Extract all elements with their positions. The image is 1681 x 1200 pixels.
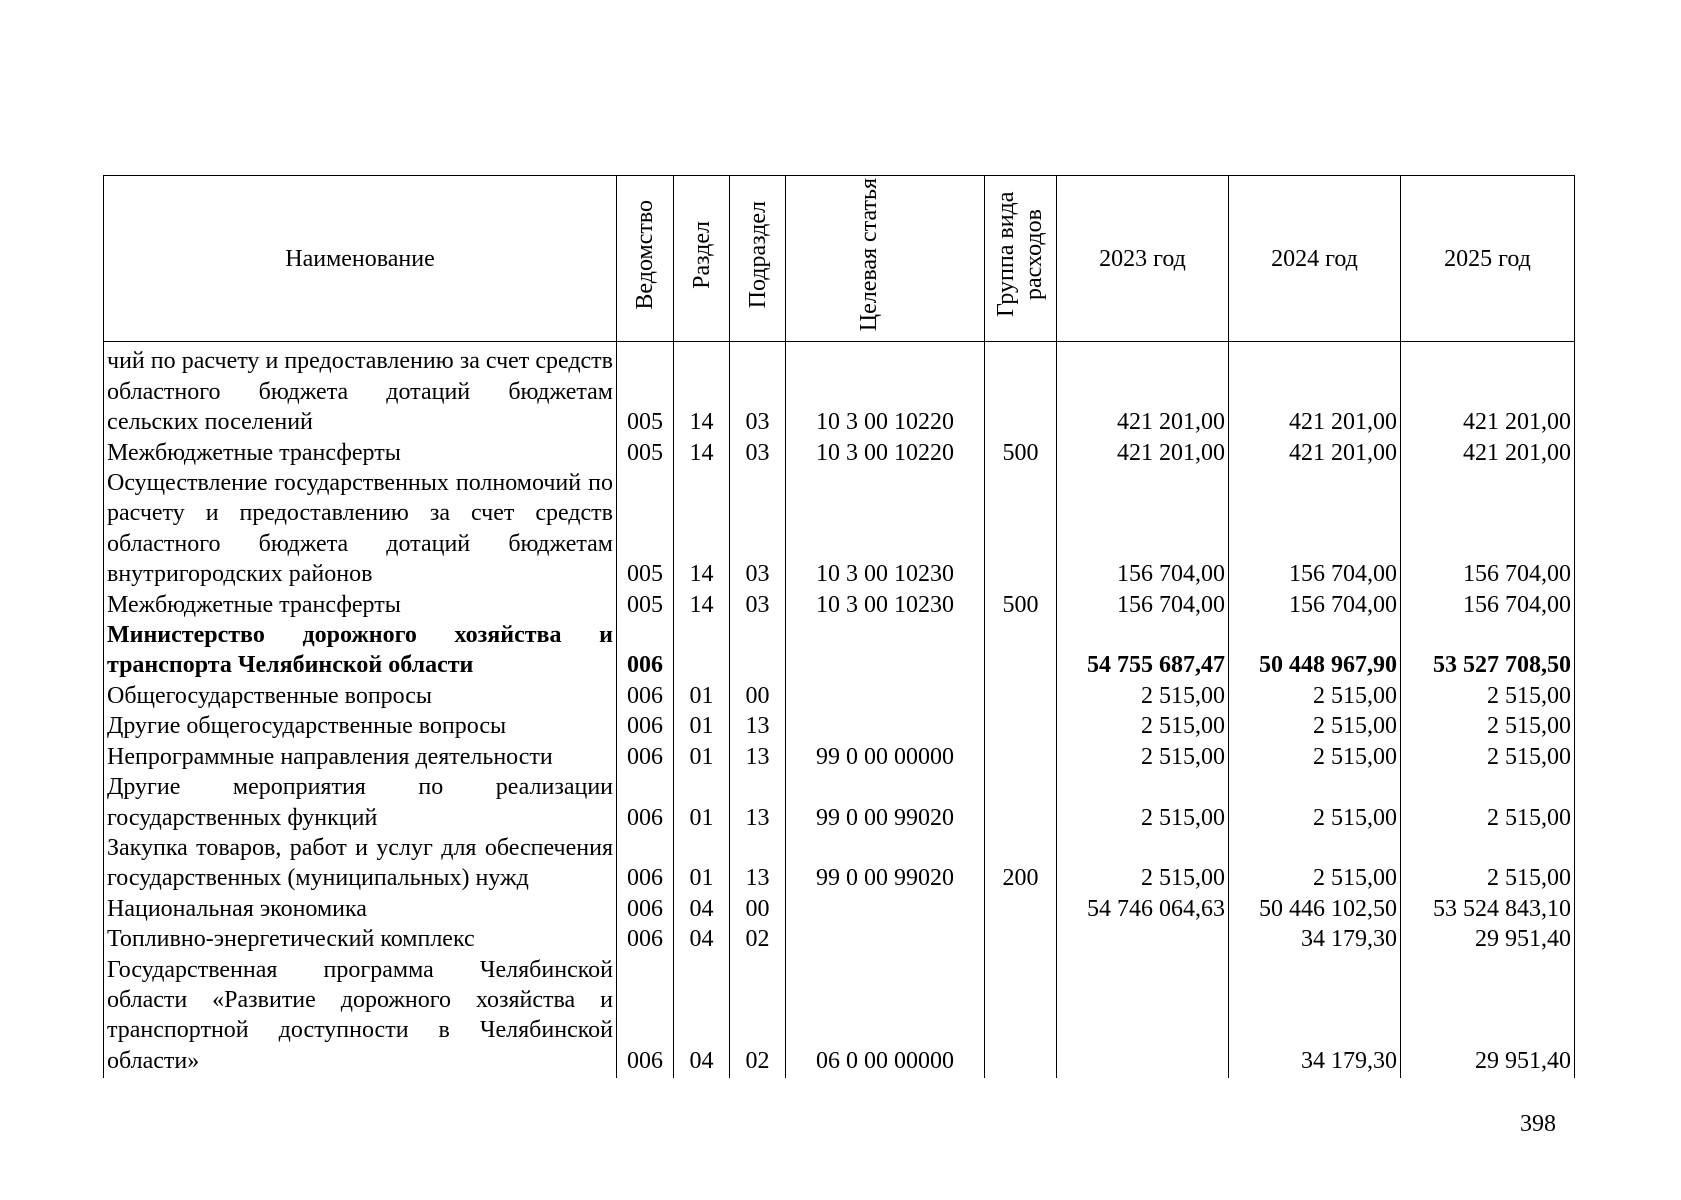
cell-razdel: 14: [674, 438, 730, 468]
cell-celevaya-statya: [786, 924, 985, 954]
cell-celevaya-statya: 10 3 00 10230: [786, 590, 985, 620]
cell-podrazdel: 03: [730, 342, 786, 438]
cell-2025: 2 515,00: [1401, 833, 1575, 894]
table-row: [104, 590, 1575, 620]
cell-2024: 2 515,00: [1229, 681, 1401, 711]
cell-2025: 2 515,00: [1401, 711, 1575, 741]
cell-gruppa: [985, 924, 1057, 954]
header-name: Наименование: [104, 176, 617, 342]
table-row: [104, 438, 1575, 468]
table-header-row: [104, 176, 1575, 342]
cell-vedomstvo: 005: [617, 590, 674, 620]
cell-podrazdel: 00: [730, 681, 786, 711]
cell-podrazdel: 03: [730, 468, 786, 590]
cell-2025: 2 515,00: [1401, 681, 1575, 711]
header-celevaya-statya: Целевая статья: [786, 176, 985, 342]
cell-celevaya-statya: 99 0 00 00000: [786, 742, 985, 772]
cell-podrazdel: [730, 620, 786, 681]
cell-2024: 156 704,00: [1229, 468, 1401, 590]
cell-razdel: 14: [674, 468, 730, 590]
cell-2024: 2 515,00: [1229, 742, 1401, 772]
cell-razdel: 04: [674, 924, 730, 954]
cell-podrazdel: 03: [730, 438, 786, 468]
cell-2023: 156 704,00: [1057, 468, 1229, 590]
budget-table: [103, 175, 1575, 1078]
cell-2023: 2 515,00: [1057, 711, 1229, 741]
cell-name: Государственная программа Челябинской области «Развитие дорожного хозяйства и транспортной доступности в Челябинской области»: [104, 955, 617, 1079]
cell-2023: 421 201,00: [1057, 438, 1229, 468]
cell-razdel: [674, 620, 730, 681]
cell-razdel: 01: [674, 833, 730, 894]
cell-name: Национальная экономика: [104, 894, 617, 924]
cell-razdel: 14: [674, 342, 730, 438]
cell-vedomstvo: 006: [617, 711, 674, 741]
cell-podrazdel: 13: [730, 742, 786, 772]
cell-name: Другие мероприятия по реализации государственных функций: [104, 772, 617, 833]
cell-name: Межбюджетные трансферты: [104, 590, 617, 620]
table-row: [104, 894, 1575, 924]
cell-2024: 50 448 967,90: [1229, 620, 1401, 681]
cell-gruppa: [985, 955, 1057, 1079]
table-row: [104, 833, 1575, 894]
cell-gruppa: 500: [985, 438, 1057, 468]
table-row: [104, 681, 1575, 711]
header-gruppa-vida-rashodov: Группа вида расходов: [985, 176, 1057, 342]
table-row: [104, 955, 1575, 1079]
cell-gruppa: [985, 681, 1057, 711]
table-row: [104, 711, 1575, 741]
cell-razdel: 14: [674, 590, 730, 620]
cell-celevaya-statya: 10 3 00 10220: [786, 438, 985, 468]
header-year-2024: 2024 год: [1229, 176, 1401, 342]
cell-2025: 156 704,00: [1401, 590, 1575, 620]
cell-razdel: 01: [674, 711, 730, 741]
cell-celevaya-statya: 99 0 00 99020: [786, 772, 985, 833]
cell-2023: 54 755 687,47: [1057, 620, 1229, 681]
cell-2024: 156 704,00: [1229, 590, 1401, 620]
cell-2023: 421 201,00: [1057, 342, 1229, 438]
cell-vedomstvo: 006: [617, 681, 674, 711]
cell-2024: 2 515,00: [1229, 772, 1401, 833]
cell-2023: 156 704,00: [1057, 590, 1229, 620]
cell-2023: 54 746 064,63: [1057, 894, 1229, 924]
cell-2025: 29 951,40: [1401, 955, 1575, 1079]
cell-name: Общегосударственные вопросы: [104, 681, 617, 711]
page-number: 398: [1520, 1111, 1556, 1137]
cell-vedomstvo: 006: [617, 955, 674, 1079]
cell-2025: 2 515,00: [1401, 772, 1575, 833]
cell-2024: 34 179,30: [1229, 955, 1401, 1079]
header-razdel: Раздел: [674, 176, 730, 342]
cell-celevaya-statya: [786, 711, 985, 741]
cell-podrazdel: 02: [730, 955, 786, 1079]
cell-podrazdel: 00: [730, 894, 786, 924]
cell-vedomstvo: 006: [617, 620, 674, 681]
budget-table-sheet: [103, 175, 1574, 1078]
cell-2024: 2 515,00: [1229, 833, 1401, 894]
cell-vedomstvo: 006: [617, 894, 674, 924]
cell-name: Другие общегосударственные вопросы: [104, 711, 617, 741]
cell-name: Непрограммные направления деятельности: [104, 742, 617, 772]
cell-2023: 2 515,00: [1057, 681, 1229, 711]
cell-2025: 421 201,00: [1401, 438, 1575, 468]
cell-2023: [1057, 924, 1229, 954]
cell-vedomstvo: 005: [617, 468, 674, 590]
cell-2025: 53 524 843,10: [1401, 894, 1575, 924]
cell-name: Министерство дорожного хозяйства и транспорта Челябинской области: [104, 620, 617, 681]
table-row: [104, 620, 1575, 681]
cell-celevaya-statya: [786, 620, 985, 681]
cell-celevaya-statya: [786, 894, 985, 924]
cell-name: Межбюджетные трансферты: [104, 438, 617, 468]
cell-gruppa: 500: [985, 590, 1057, 620]
cell-vedomstvo: 005: [617, 438, 674, 468]
header-vedomstvo: Ведомство: [617, 176, 674, 342]
cell-gruppa: [985, 742, 1057, 772]
cell-gruppa: 200: [985, 833, 1057, 894]
cell-celevaya-statya: [786, 681, 985, 711]
cell-razdel: 01: [674, 681, 730, 711]
cell-2025: 2 515,00: [1401, 742, 1575, 772]
table-row: [104, 924, 1575, 954]
cell-name: Топливно-энергетический комплекс: [104, 924, 617, 954]
cell-name: Осуществление государственных полномочий по расчету и предоставлению за счет средств областного бюджета дотаций бюджетам внутригородских районов: [104, 468, 617, 590]
cell-name: чий по расчету и предоставлению за счет средств областного бюджета дотаций бюджетам сельских поселений: [104, 342, 617, 438]
cell-razdel: 04: [674, 894, 730, 924]
cell-2024: 421 201,00: [1229, 438, 1401, 468]
cell-gruppa: [985, 894, 1057, 924]
cell-2025: 53 527 708,50: [1401, 620, 1575, 681]
header-year-2023: 2023 год: [1057, 176, 1229, 342]
cell-podrazdel: 13: [730, 711, 786, 741]
cell-2023: 2 515,00: [1057, 742, 1229, 772]
cell-podrazdel: 13: [730, 772, 786, 833]
cell-vedomstvo: 006: [617, 772, 674, 833]
cell-2024: 2 515,00: [1229, 711, 1401, 741]
cell-gruppa: [985, 772, 1057, 833]
table-row: [104, 342, 1575, 438]
cell-podrazdel: 02: [730, 924, 786, 954]
cell-celevaya-statya: 10 3 00 10230: [786, 468, 985, 590]
table-row: [104, 468, 1575, 590]
header-year-2025: 2025 год: [1401, 176, 1575, 342]
cell-vedomstvo: 006: [617, 742, 674, 772]
cell-vedomstvo: 005: [617, 342, 674, 438]
cell-2023: 2 515,00: [1057, 772, 1229, 833]
cell-razdel: 04: [674, 955, 730, 1079]
cell-name: Закупка товаров, работ и услуг для обеспечения государственных (муниципальных) нужд: [104, 833, 617, 894]
cell-gruppa: [985, 468, 1057, 590]
cell-razdel: 01: [674, 742, 730, 772]
cell-2023: 2 515,00: [1057, 833, 1229, 894]
cell-2025: 156 704,00: [1401, 468, 1575, 590]
cell-2024: 50 446 102,50: [1229, 894, 1401, 924]
cell-celevaya-statya: 06 0 00 00000: [786, 955, 985, 1079]
table-row: [104, 742, 1575, 772]
cell-2025: 421 201,00: [1401, 342, 1575, 438]
cell-podrazdel: 13: [730, 833, 786, 894]
cell-gruppa: [985, 620, 1057, 681]
cell-vedomstvo: 006: [617, 924, 674, 954]
cell-celevaya-statya: 99 0 00 99020: [786, 833, 985, 894]
cell-razdel: 01: [674, 772, 730, 833]
cell-2024: 421 201,00: [1229, 342, 1401, 438]
table-body: [104, 342, 1575, 1078]
cell-2023: [1057, 955, 1229, 1079]
cell-gruppa: [985, 342, 1057, 438]
cell-celevaya-statya: 10 3 00 10220: [786, 342, 985, 438]
table-row: [104, 772, 1575, 833]
header-podrazdel: Подраздел: [730, 176, 786, 342]
cell-2025: 29 951,40: [1401, 924, 1575, 954]
cell-gruppa: [985, 711, 1057, 741]
cell-vedomstvo: 006: [617, 833, 674, 894]
cell-2024: 34 179,30: [1229, 924, 1401, 954]
cell-podrazdel: 03: [730, 590, 786, 620]
